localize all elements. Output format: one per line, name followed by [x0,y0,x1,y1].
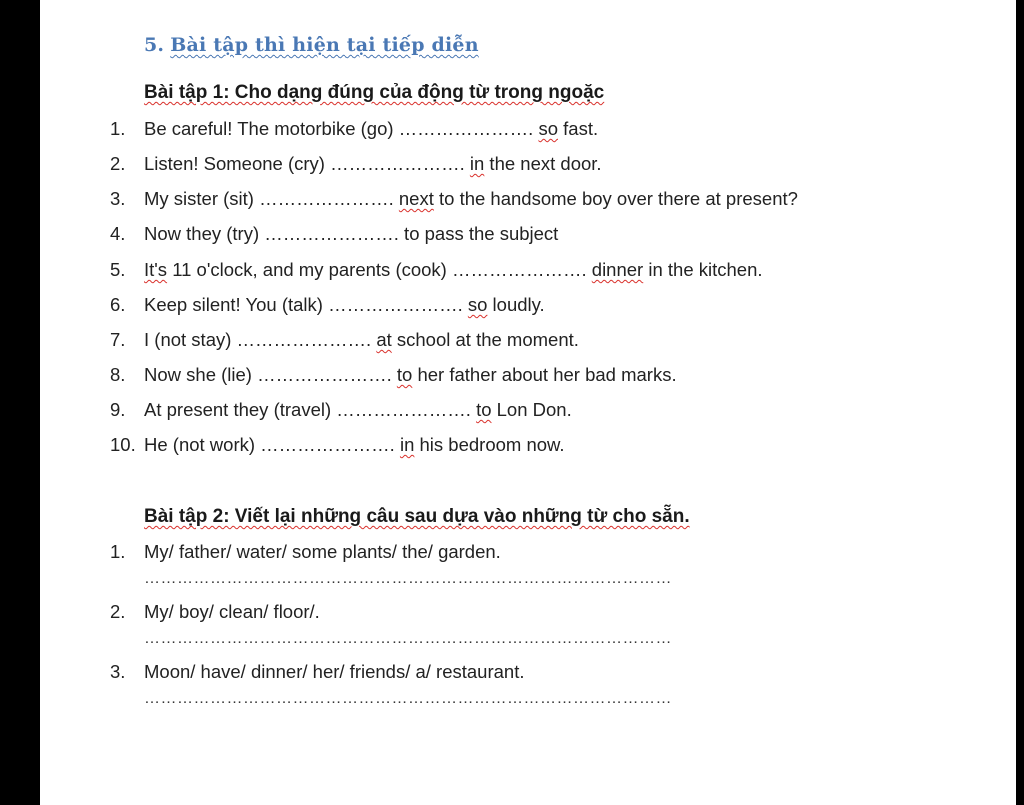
exercise-1-item: 2. Listen! Someone (cry) …………………. in the next door. [110,153,602,174]
exercise-1-title: Bài tập 1: Cho dạng đúng của động từ trong ngoặc [144,82,605,103]
exercise-2-item: 1. My/ father/ water/ some plants/ the/ garden. [110,541,501,562]
exercise-2-title: Bài tập 2: Viết lại những câu sau dựa vào những từ cho sẵn. [144,506,690,527]
exercise-1-item: 6. Keep silent! You (talk) …………………. so loudly. [110,294,545,315]
section-heading-text: Bài tập thì hiện tại tiếp diễn [170,34,479,56]
answer-line: …………………………………………………………………………………… [144,570,672,587]
exercise-1-item: 10. He (not work) …………………. in his bedroom now. [110,434,565,455]
exercise-1-item: 4. Now they (try) …………………. to pass the subject [110,223,559,244]
exercise-2-item: 2. My/ boy/ clean/ floor/. [110,601,320,622]
answer-line: …………………………………………………………………………………… [144,690,672,707]
answer-line: …………………………………………………………………………………… [144,630,672,647]
section-number: 5. [144,34,165,56]
exercise-1-item: 7. I (not stay) …………………. at school at the moment. [110,329,579,350]
exercise-1-item: 8. Now she (lie) …………………. to her father about her bad marks. [110,364,677,385]
document-page [40,0,1016,805]
exercise-1-item: 3. My sister (sit) …………………. next to the handsome boy over there at present? [110,188,798,209]
exercise-1-item: 5. It's 11 o'clock, and my parents (cook) …………………. dinner in the kitchen. [110,259,763,280]
exercise-1-item: 9. At present they (travel) …………………. to Lon Don. [110,399,572,420]
exercise-1-item: 1. Be careful! The motorbike (go) …………………. so fast. [110,118,599,139]
section-heading [144,34,479,56]
exercise-2-item: 3. Moon/ have/ dinner/ her/ friends/ a/ restaurant. [110,661,525,682]
